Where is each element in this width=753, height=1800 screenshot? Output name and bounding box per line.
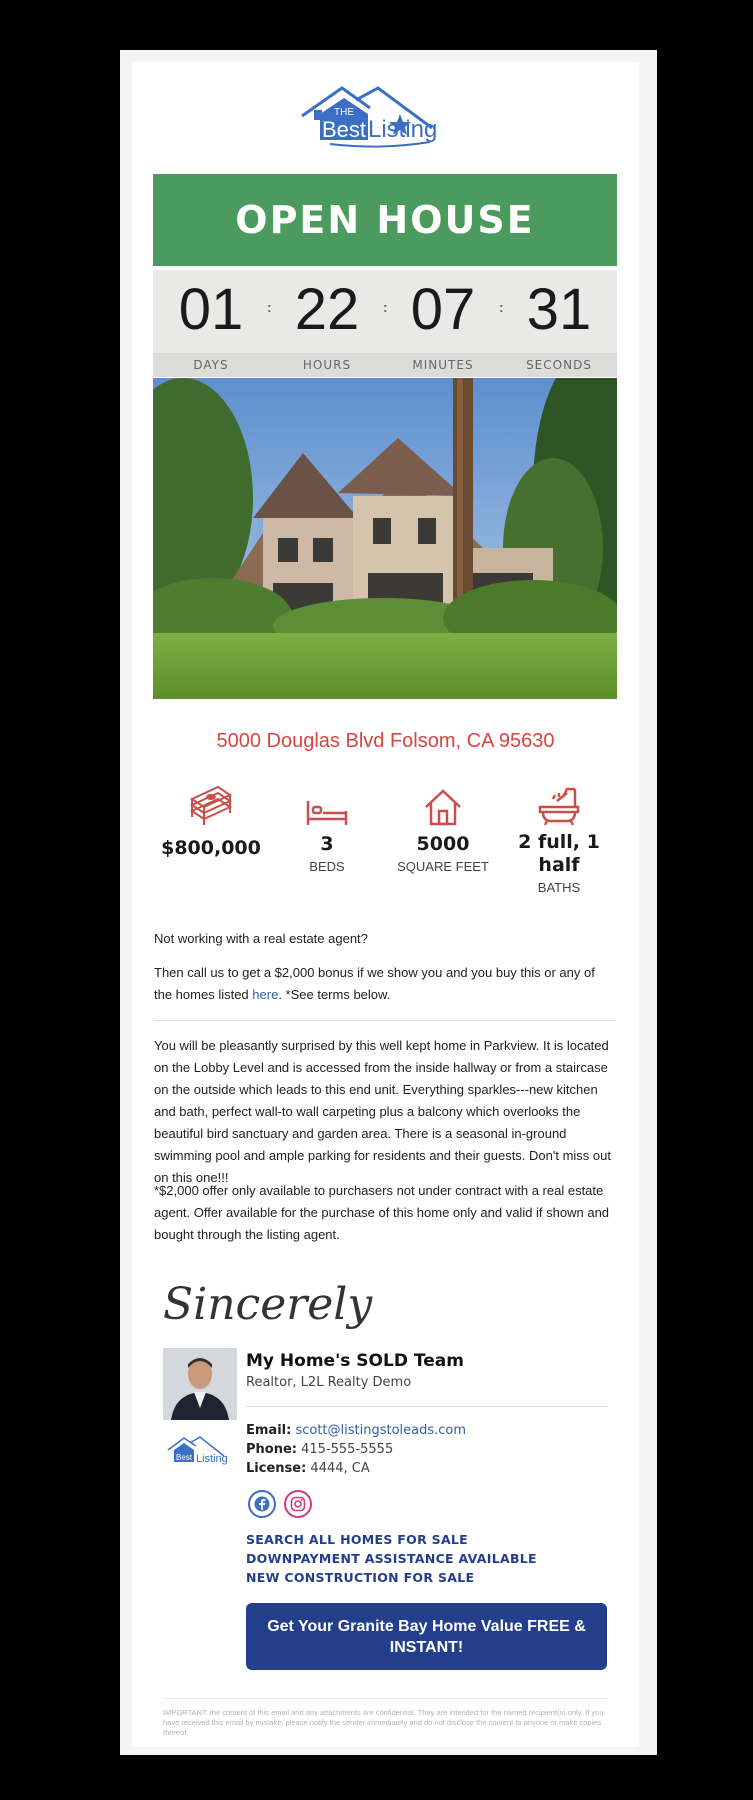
agent-title: Realtor, L2L Realty Demo — [246, 1375, 412, 1390]
agent-photo — [163, 1348, 237, 1420]
countdown-minutes: 07 — [410, 277, 476, 342]
email-label: Email: — [246, 1423, 292, 1438]
offer-text-end: . *See terms below. — [278, 987, 391, 1002]
svg-text:THE: THE — [334, 107, 354, 118]
countdown-separator: : — [383, 299, 388, 315]
countdown-labels — [153, 353, 617, 377]
beds-value: 3 — [320, 833, 334, 855]
phone-value: 415-555-5555 — [301, 1442, 394, 1457]
license-value: 4444, CA — [310, 1461, 370, 1476]
money-stack-icon — [151, 779, 271, 827]
stat-sqft — [383, 779, 503, 876]
offer-text-start: Then call us to get a $2,000 bonus if we show you and you buy this or any of the homes listed — [154, 965, 595, 1002]
signature-divider — [246, 1406, 608, 1407]
sincerely-signature: Sincerely — [163, 1279, 373, 1330]
minutes-label: MINUTES — [412, 358, 474, 372]
svg-text:Listing: Listing — [196, 1453, 228, 1465]
downpayment-link[interactable]: DOWNPAYMENT ASSISTANCE AVAILABLE — [246, 1551, 537, 1566]
property-address[interactable]: 5000 Douglas Blvd Folsom, CA 95630 — [216, 730, 555, 752]
section-divider — [154, 1020, 616, 1021]
price-value: $800,000 — [161, 837, 261, 859]
search-homes-link[interactable]: SEARCH ALL HOMES FOR SALE — [246, 1532, 469, 1547]
countdown-hours: 22 — [294, 277, 360, 342]
hours-label: HOURS — [302, 358, 352, 372]
new-construction-link[interactable]: NEW CONSTRUCTION FOR SALE — [246, 1570, 475, 1585]
listings-link[interactable]: here — [252, 987, 279, 1002]
facebook-icon[interactable] — [248, 1490, 276, 1518]
home-value-cta-button[interactable]: Get Your Granite Bay Home Value FREE & INSTANT! — [246, 1603, 607, 1670]
sqft-label: SQUARE FEET — [397, 859, 489, 874]
countdown-separator: : — [499, 299, 504, 315]
instagram-icon[interactable] — [284, 1490, 312, 1518]
bed-icon — [267, 779, 387, 827]
intro-text: Not working with a real estate agent? — [154, 931, 368, 946]
svg-text:Best: Best — [321, 117, 367, 142]
bathtub-icon — [499, 779, 619, 827]
countdown-timer — [153, 270, 617, 377]
property-description: You will be pleasantly surprised by this well kept home in Parkview. It is located on the Lobby Level and is accessed from the inside hallway or from a staircase on the outside which leads to this end unit. Everything sparkles---new kitchen and bath, perfect wall-to wall carpeting plus a balcony which overlooks the beautiful bird sanctuary and garden area. There is a seasonal in-ground swimming pool and ample parking for residents and their guests. Don't miss out on this one!!! — [154, 1038, 611, 1185]
property-photo[interactable] — [153, 378, 617, 699]
baths-value: 2 full, 1 half — [518, 831, 600, 876]
stat-price — [151, 779, 271, 860]
countdown-separator: : — [267, 299, 272, 315]
agent-name: My Home's SOLD Team — [246, 1351, 464, 1371]
beds-label: BEDS — [309, 859, 345, 874]
open-house-banner: OPEN HOUSE — [153, 174, 617, 266]
sqft-value: 5000 — [416, 833, 470, 855]
countdown-seconds: 31 — [526, 277, 592, 342]
confidentiality-disclaimer: IMPORTANT: the content of this email and any attachments are confidential. They are intended for the named recipient(s) only. If you have received this email by mistake, please notify the sender immediately and do not disclose the content to anyone or make copies thereof. — [163, 1708, 604, 1737]
license-label: License: — [246, 1461, 307, 1476]
email-row — [246, 1422, 466, 1440]
svg-text:Listing: Listing — [368, 116, 438, 143]
offer-text — [154, 962, 616, 1006]
stat-baths — [499, 779, 619, 897]
days-label: DAYS — [193, 358, 229, 372]
footer-divider — [163, 1698, 608, 1699]
small-brand-logo — [166, 1434, 236, 1468]
brand-logo[interactable] — [300, 84, 460, 150]
license-row — [246, 1460, 370, 1478]
stat-beds — [267, 779, 387, 876]
phone-row — [246, 1441, 393, 1459]
seconds-label: SECONDS — [526, 358, 592, 372]
terms-text: *$2,000 offer only available to purchasers not under contract with a real estate agent. Offer available for the purchase of this home only and valid if shown and bought through the listing agent. — [154, 1183, 610, 1242]
house-icon — [383, 779, 503, 827]
svg-text:Best: Best — [175, 1453, 193, 1462]
email-link[interactable]: scott@listingstoleads.com — [295, 1423, 467, 1438]
baths-label: BATHS — [537, 880, 581, 895]
countdown-days: 01 — [178, 277, 244, 342]
phone-label: Phone: — [246, 1442, 297, 1457]
